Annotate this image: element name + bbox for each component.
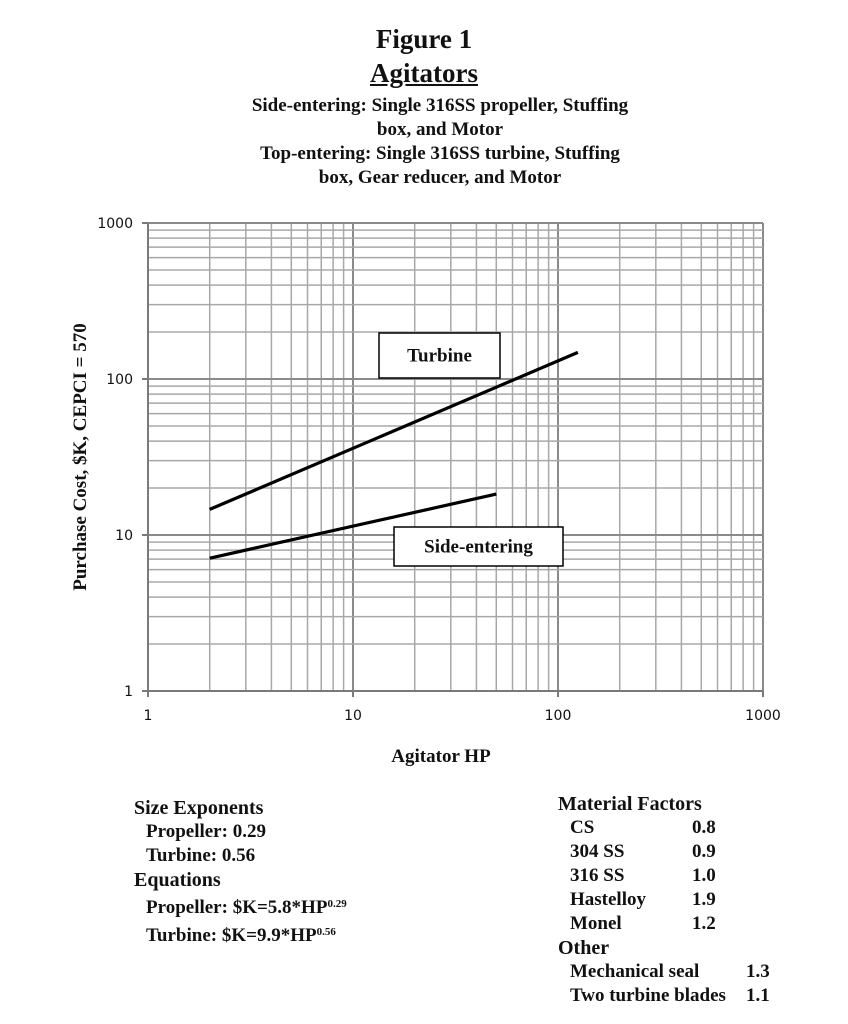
material-value: 1.0 [692, 865, 716, 886]
grid [148, 223, 763, 691]
x-tick-label: 100 [544, 708, 572, 724]
size-exponents-heading: Size Exponents [134, 797, 264, 819]
material-factor-row [558, 888, 770, 912]
other-name: Two turbine blades [570, 985, 726, 1006]
subtitle-line: box, Gear reducer, and Motor [318, 167, 562, 188]
other-value: 1.1 [746, 985, 770, 1006]
equation-base: Propeller: $K=5.8*HP [146, 897, 328, 918]
material-value: 1.9 [692, 889, 716, 910]
annotation-side-entering [394, 527, 563, 566]
material-name: 316 SS [570, 865, 625, 886]
equations-heading: Equations [134, 869, 221, 891]
material-name: Monel [570, 913, 622, 934]
tick-labels [97, 216, 780, 724]
other-value: 1.3 [746, 961, 770, 982]
x-tick-label: 1 [143, 708, 153, 724]
annotation-label: Side-entering [424, 536, 533, 558]
other-factor-row [558, 984, 770, 1008]
material-factor-row [558, 816, 770, 840]
material-factor-row [558, 864, 770, 888]
material-factor-row [558, 912, 770, 936]
subtitle-line: Top-entering: Single 316SS turbine, Stuffing [260, 143, 620, 164]
material-factors-block [558, 792, 770, 1008]
annotations [379, 333, 563, 566]
material-value: 0.8 [692, 817, 716, 838]
other-name: Mechanical seal [570, 961, 700, 982]
annotation-turbine [379, 333, 500, 378]
equation-item [134, 892, 347, 920]
y-tick-label: 10 [115, 528, 133, 544]
annotation-label: Turbine [407, 345, 472, 367]
material-factor-row [558, 840, 770, 864]
material-factors-heading: Material Factors [558, 793, 702, 815]
equation-item [134, 920, 347, 948]
material-name: CS [570, 817, 595, 838]
other-heading: Other [558, 937, 610, 959]
figure-number: Figure 1 [375, 24, 473, 54]
size-exponent-item: Turbine: 0.56 [146, 845, 256, 866]
chart-title: Agitators [370, 58, 478, 88]
material-value: 0.9 [692, 841, 716, 862]
subtitle-line: box, and Motor [376, 119, 504, 140]
y-axis-label: Purchase Cost, $K, CEPCI = 570 [70, 323, 91, 591]
equation-exponent: 0.56 [316, 926, 336, 938]
x-tick-label: 10 [344, 708, 362, 724]
material-value: 1.2 [692, 913, 716, 934]
equation-exponent: 0.29 [327, 898, 347, 910]
size-exponent-item: Propeller: 0.29 [146, 821, 266, 842]
size-exponents-block [134, 796, 347, 948]
x-axis-label: Agitator HP [391, 746, 491, 767]
subtitle-line: Side-entering: Single 316SS propeller, Stuffing [251, 95, 629, 116]
x-tick-label: 1000 [745, 708, 781, 724]
other-factor-row [558, 960, 770, 984]
material-name: Hastelloy [570, 889, 646, 910]
y-tick-label: 1 [124, 684, 133, 700]
y-tick-label: 100 [106, 372, 133, 388]
equation-base: Turbine: $K=9.9*HP [146, 925, 317, 946]
material-name: 304 SS [570, 841, 625, 862]
y-tick-label: 1000 [97, 216, 133, 232]
